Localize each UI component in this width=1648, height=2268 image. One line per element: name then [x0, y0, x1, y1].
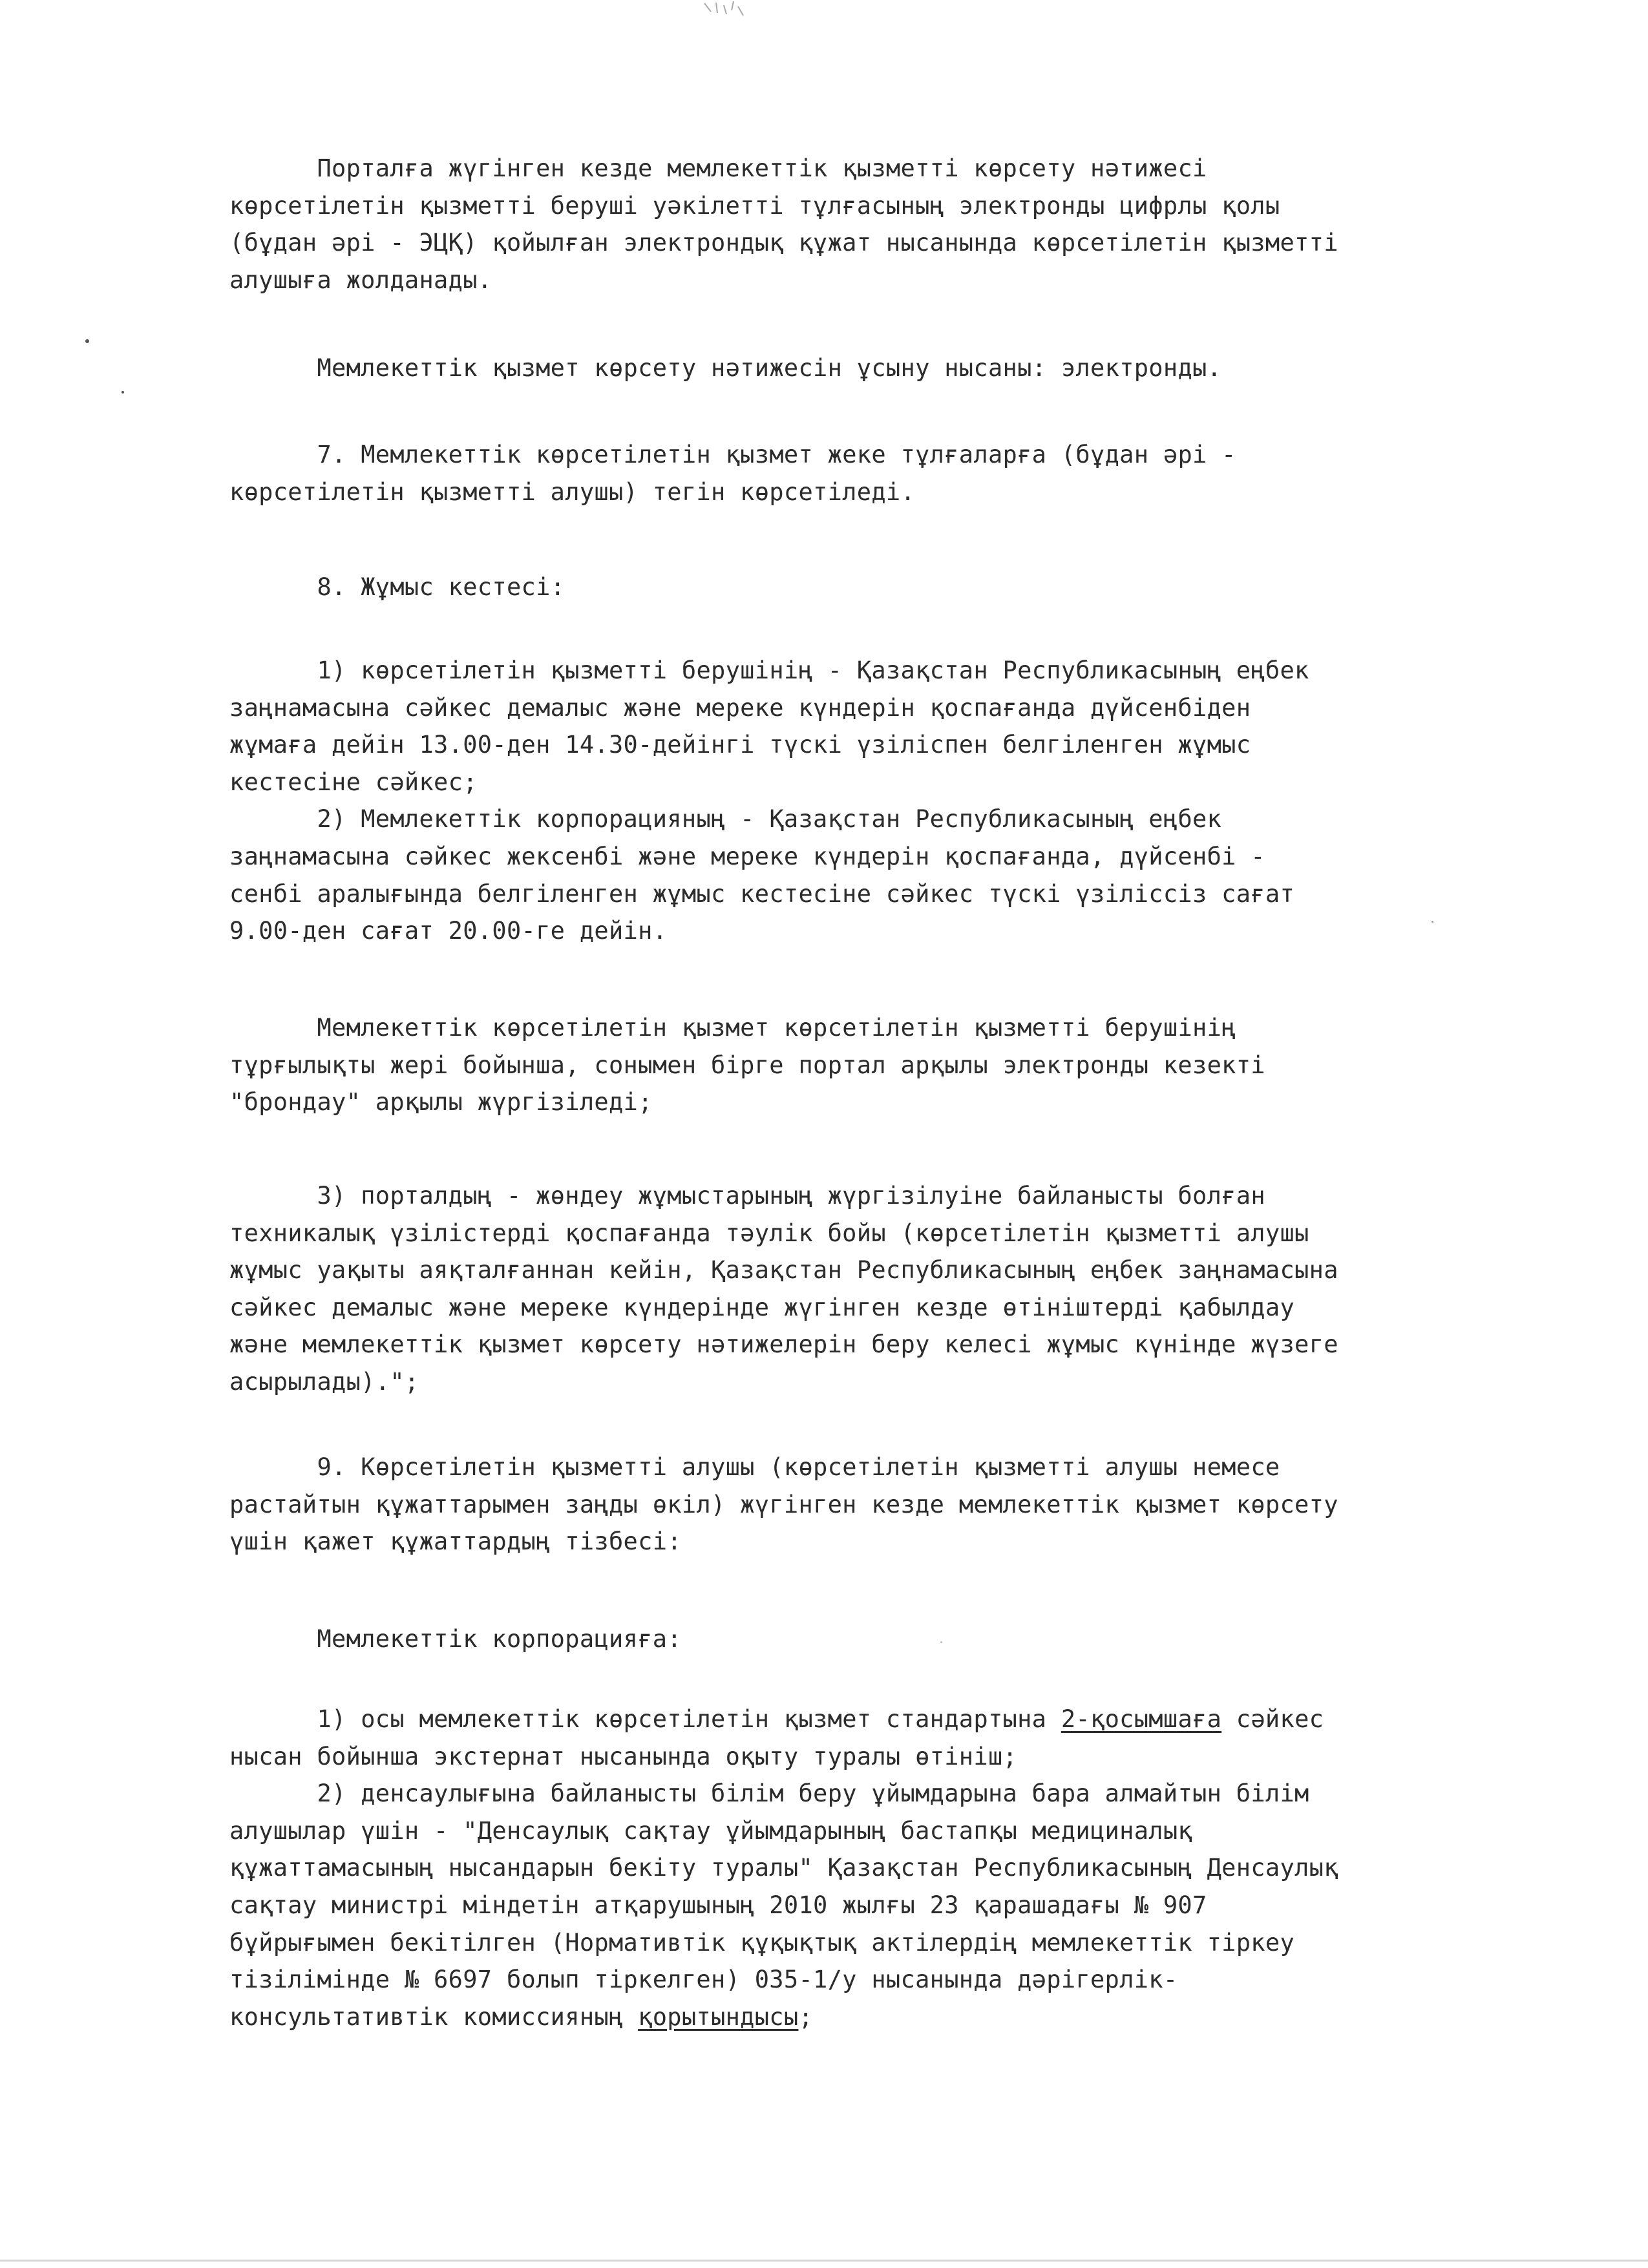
paragraph-schedule-3: 3) порталдың - жөндеу жұмыстарының жүргізілуіне байланысты болған техникалық үзілістерді қоспағанда тәулік бойы (көрсетілетін қызметті алушы жұмыс уақыты аяқталғаннан кейін, Қазақстан Республикасының еңбек заңнамасына сәйкес демалыс және мереке күндерінде жүгінген кезде өтініштерді қабылдау және мемлекеттік қызмет көрсету нәтижелерін беру келесі жұмыс күнінде жүзеге асырылады).";: [229, 1182, 1338, 1396]
paragraph-result-delivery: Порталға жүгінген кезде мемлекеттік қызметті көрсету нәтижесі көрсетілетін қызметті беруші уәкілетті тұлғасының электронды цифрлы қолы (бұдан әрі - ЭЦҚ) қойылған электрондық құжат нысанында көрсетілетін қызметті алушыға жолданады.: [229, 154, 1338, 294]
documents-list-text-end: ;: [798, 2002, 814, 2031]
scan-speck: [1431, 921, 1433, 923]
scan-speck: [85, 339, 89, 343]
scan-mark-icon: [698, 0, 756, 26]
appendix-2-link[interactable]: 2-қосымшаға: [1061, 1705, 1222, 1733]
paragraph-item-9: 9. Көрсетілетін қызметті алушы (көрсетілетін қызметті алушы немесе растайтын құжаттарымен заңды өкіл) жүгінген кезде мемлекеттік қызмет көрсету үшін қажет құжаттардың тізбесі:: [229, 1453, 1338, 1556]
conclusion-link[interactable]: қорытындысы: [638, 2002, 799, 2031]
scan-speck: [121, 391, 124, 394]
paragraph-schedule-1-2: 1) көрсетілетін қызметті берушінің - Қазақстан Республикасының еңбек заңнамасына сәйкес демалыс және мереке күндерін қоспағанда дүйсенбіден жұмаға дейін 13.00-ден 14.30-дейінгі түскі үзіліспен белгіленген жұмыс кестесіне сәйкес; 2) Мемлекеттік корпорацияның - Қазақстан Республикасының еңбек заңнамасына сәйкес жексенбі және мереке күндерін қоспағанда, дүйсенбі - сенбі аралығында белгіленген жұмыс кестесіне сәйкес түскі үзіліссіз сағат 9.00-ден сағат 20.00-ге дейін.: [229, 656, 1309, 945]
paragraph-service-location: Мемлекеттік көрсетілетін қызмет көрсетілетін қызметті берушінің тұрғылықты жері бойынша, сонымен бірге портал арқылы электронды кезекті "брондау" арқылы жүргізіледі;: [229, 1014, 1265, 1117]
scan-bottom-edge: [0, 2260, 1648, 2262]
paragraph-result-form: Мемлекеттік қызмет көрсету нәтижесін ұсыну нысаны: электронды.: [229, 354, 1222, 382]
documents-list-text-middle: сәйкес нысан бойынша экстернат нысанында оқыту туралы өтініш; 2) денсаулығына байланысты білім беру ұйымдарына бара алмайтын білім алушылар үшін - "Денсаулық сақтау ұйымдарының бастапқы медициналық құжаттамасының нысандарын бекіту туралы" Қазақстан Республикасының Денсаулық сақтау министрі міндетін атқарушының 2010 жылғы 23 қарашадағы № 907 бұйрығымен бекітілген (Нормативтік құқықтық актілердің мемлекеттік тіркеу тізілімінде № 6697 болып тіркелген) 035-1/у нысанында дәрігерлік- консультативтік комиссияның: [229, 1705, 1338, 2031]
paragraph-documents-list: [229, 1701, 1516, 2035]
paragraph-item-7: 7. Мемлекеттік көрсетілетін қызмет жеке тұлғаларға (бұдан әрі - көрсетілетін қызметті алушы) тегін көрсетіледі.: [229, 441, 1236, 506]
paragraph-state-corporation: Мемлекеттік корпорацияға:: [229, 1625, 682, 1653]
paragraph-item-8: 8. Жұмыс кестесі:: [229, 573, 565, 601]
documents-list-text-start: 1) осы мемлекеттік көрсетілетін қызмет стандартына: [229, 1705, 1061, 1733]
scan-speck: [940, 1641, 942, 1643]
